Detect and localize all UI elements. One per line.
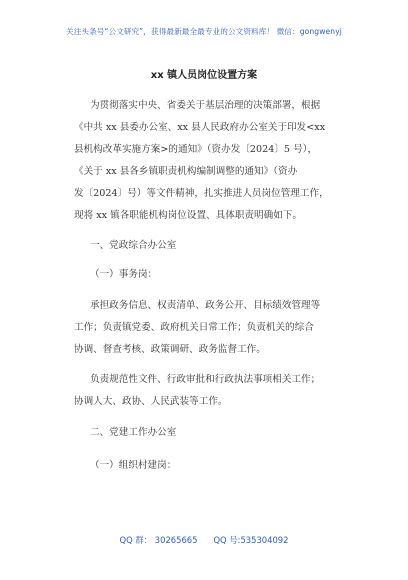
footer-contact xyxy=(0,534,408,546)
body-line: 县机构改革实施方案>的通知》（资办发〔2024〕5 号）， xyxy=(74,144,318,155)
body-line: 《中共 xx 县委办公室、xx 县人民政府办公室关于印发<xx xyxy=(74,122,326,133)
subsection-heading: （一）事务岗： xyxy=(90,269,158,280)
footer-qq-group: QQ 群： 30265665 xyxy=(119,535,198,545)
header-banner: 关注头条号“公文研究”，获得最新最全最专业的公文资料库！ 微信：gongwenyj xyxy=(66,27,342,36)
section-heading: 一、党政综合办公室 xyxy=(90,240,177,251)
body-line: 为贯彻落实中央、省委关于基层治理的决策部署，根据 xyxy=(90,100,321,111)
body-line: 协调、督查考核、政策调研、政务监督工作。 xyxy=(74,344,266,355)
body-line: 负责规范性文件、行政审批和行政执法事项相关工作； xyxy=(90,374,321,385)
subsection-heading: （一）组织村建岗： xyxy=(90,460,177,471)
section-heading: 二、党建工作办公室 xyxy=(90,427,177,438)
body-line: 发〔2024〕号）等文件精神，扎实推进人员岗位管理工作， xyxy=(74,188,329,199)
document-title: xx 镇人员岗位设置方案 xyxy=(150,70,258,81)
body-line: 现将 xx 镇各职能机构岗位设置、具体职责明确如下。 xyxy=(74,210,302,221)
body-line: 工作；负责镇党委、政府机关日常工作；负责机关的综合 xyxy=(74,322,314,333)
body-line: 《关于 xx 县各乡镇职责机构编制调整的通知》（资办 xyxy=(74,166,298,177)
body-line: 协调人大、政协、人民武装等工作。 xyxy=(74,396,228,407)
body-line: 承担政务信息、权责清单、政务公开、目标绩效管理等 xyxy=(90,300,321,311)
footer-qq-number: QQ 号:535304092 xyxy=(213,535,289,545)
